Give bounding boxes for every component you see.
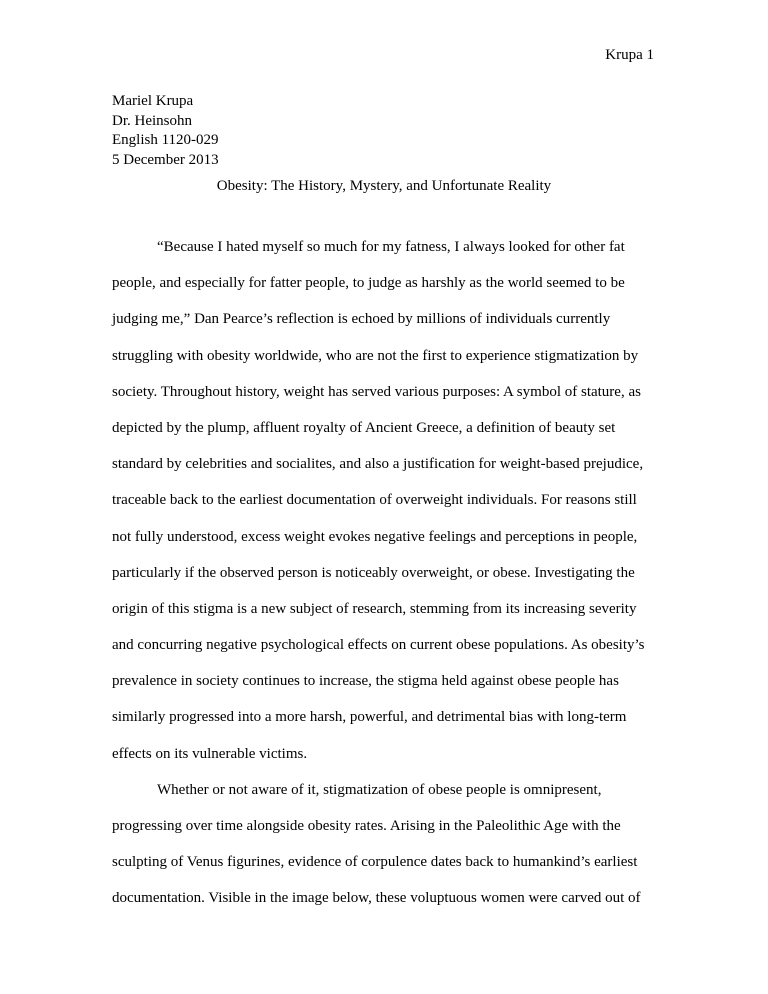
running-head: Krupa 1 [605, 47, 654, 63]
paragraph-line: standard by celebrities and socialites, and also a justification for weight-based prejudice, [112, 456, 644, 473]
paragraph-line: particularly if the observed person is noticeably overweight, or obese. Investigating the [112, 564, 635, 581]
paragraph-line: origin of this stigma is a new subject of research, stemming from its increasing severity [112, 600, 637, 617]
paragraph-line: and concurring negative psychological effects on current obese populations. As obesity’s [112, 637, 645, 654]
paragraph-line: traceable back to the earliest documentation of overweight individuals. For reasons still [112, 492, 637, 509]
paragraph-line: judging me,” Dan Pearce’s reflection is echoed by millions of individuals currently [112, 311, 611, 328]
paragraph-line: sculpting of Venus figurines, evidence of corpulence dates back to humankind’s earliest [112, 854, 638, 871]
paragraph-line: similarly progressed into a more harsh, powerful, and detrimental bias with long-term [112, 709, 627, 726]
author-name: Mariel Krupa [112, 93, 194, 109]
course-name: English 1120-029 [112, 132, 219, 148]
paragraph-line: depicted by the plump, affluent royalty of Ancient Greece, a definition of beauty set [112, 419, 616, 436]
paragraph-line: progressing over time alongside obesity rates. Arising in the Paleolithic Age with the [112, 818, 621, 834]
essay-title: Obesity: The History, Mystery, and Unfortunate Reality [216, 178, 552, 194]
paragraph-line: society. Throughout history, weight has served various purposes: A symbol of stature, as [112, 383, 641, 400]
paragraph-line: prevalence in society continues to increase, the stigma held against obese people has [112, 673, 619, 690]
paragraph-line: struggling with obesity worldwide, who are not the first to experience stigmatization by [112, 347, 639, 364]
paragraph-line: documentation. Visible in the image below, these voluptuous women were carved out of [112, 890, 641, 907]
date: 5 December 2013 [112, 151, 219, 168]
paragraph-line: Whether or not aware of it, stigmatization of obese people is omnipresent, [157, 781, 602, 798]
essay-body [112, 229, 672, 917]
paragraph-line: effects on its vulnerable victims. [112, 745, 308, 762]
heading-block [112, 92, 672, 170]
essay-title-row [0, 177, 768, 195]
paragraph-line: “Because I hated myself so much for my fatness, I always looked for other fat [157, 239, 625, 255]
paragraph-line: not fully understood, excess weight evokes negative feelings and perceptions in people, [112, 528, 638, 545]
paragraph-line: people, and especially for fatter people, to judge as harshly as the world seemed to be [112, 275, 625, 292]
instructor-name: Dr. Heinsohn [112, 112, 192, 129]
